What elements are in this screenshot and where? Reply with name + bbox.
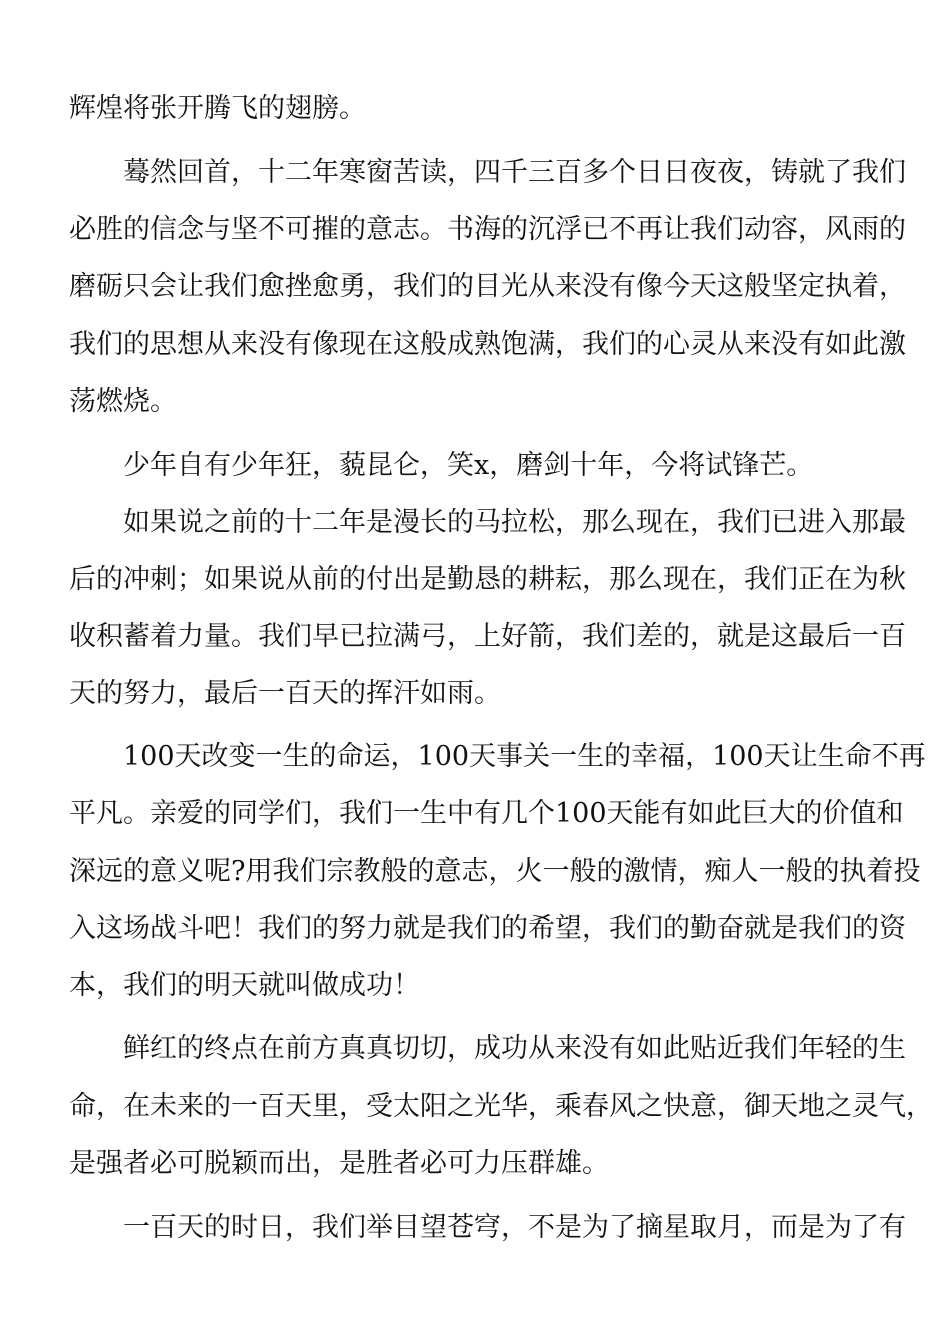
line-text: 后的冲刺；如果说从前的付出是勤恳的耕耘，那么现在，我们正在为秋 [69, 564, 906, 595]
text-line-18 [0, 1087, 950, 1127]
line-text: 如果说之前的十二年是漫长的马拉松，那么现在，我们已进入那最 [123, 507, 906, 538]
line-text: 荡燃烧。 [69, 386, 177, 417]
line-text: 我们的思想从来没有像现在这般成熟饱满，我们的心灵从来没有如此激 [69, 329, 906, 360]
line-text: 必胜的信念与坚不可摧的意志。书海的沉浮已不再让我们动容，风雨的 [69, 214, 906, 245]
text-line-7 [0, 446, 950, 486]
line-text: 100天改变一生的命运，100天事关一生的幸福，100天让生命不再 [123, 741, 926, 772]
line-text: 天的努力，最后一百天的挥汗如雨。 [69, 678, 501, 709]
text-line-19 [0, 1144, 950, 1184]
text-line-11 [0, 674, 950, 714]
line-text: 命，在未来的一百天里，受太阳之光华，乘春风之快意，御天地之灵气， [69, 1091, 933, 1122]
text-line-4 [0, 267, 950, 307]
text-line-20 [0, 1208, 950, 1248]
line-text: 一百天的时日，我们举目望苍穹，不是为了摘星取月，而是为了有 [123, 1212, 906, 1243]
text-line-6 [0, 382, 950, 422]
line-text: 鲜红的终点在前方真真切切，成功从来没有如此贴近我们年轻的生 [123, 1033, 906, 1064]
line-text: 蓦然回首，十二年寒窗苦读，四千三百多个日日夜夜，铸就了我们 [123, 157, 906, 188]
line-text: 入这场战斗吧！我们的努力就是我们的希望，我们的勤奋就是我们的资 [69, 913, 906, 944]
line-text: 本，我们的明天就叫做成功！ [69, 970, 420, 1001]
line-text: 是强者必可脱颖而出，是胜者必可力压群雄。 [69, 1148, 609, 1179]
line-text: 磨砺只会让我们愈挫愈勇，我们的目光从来没有像今天这般坚定执着， [69, 271, 906, 302]
text-line-2 [0, 153, 950, 193]
text-line-9 [0, 560, 950, 600]
text-line-16 [0, 966, 950, 1006]
text-line-14 [0, 852, 950, 892]
text-line-17 [0, 1029, 950, 1069]
line-text: 辉煌将张开腾飞的翅膀。 [69, 93, 366, 124]
text-line-13 [0, 794, 950, 834]
text-line-8 [0, 503, 950, 543]
text-line-5 [0, 325, 950, 365]
text-line-12 [0, 737, 950, 777]
text-line-10 [0, 617, 950, 657]
line-text: 少年自有少年狂，藐昆仑，笑x，磨剑十年，今将试锋芒。 [123, 450, 814, 481]
text-line-15 [0, 909, 950, 949]
text-line-3 [0, 210, 950, 250]
line-text: 收积蓄着力量。我们早已拉满弓，上好箭，我们差的，就是这最后一百 [69, 621, 906, 652]
line-text: 深远的意义呢?用我们宗教般的意志，火一般的激情，痴人一般的执着投 [69, 856, 921, 887]
line-text: 平凡。亲爱的同学们，我们一生中有几个100天能有如此巨大的价值和 [69, 798, 904, 829]
text-line-1 [0, 89, 950, 129]
